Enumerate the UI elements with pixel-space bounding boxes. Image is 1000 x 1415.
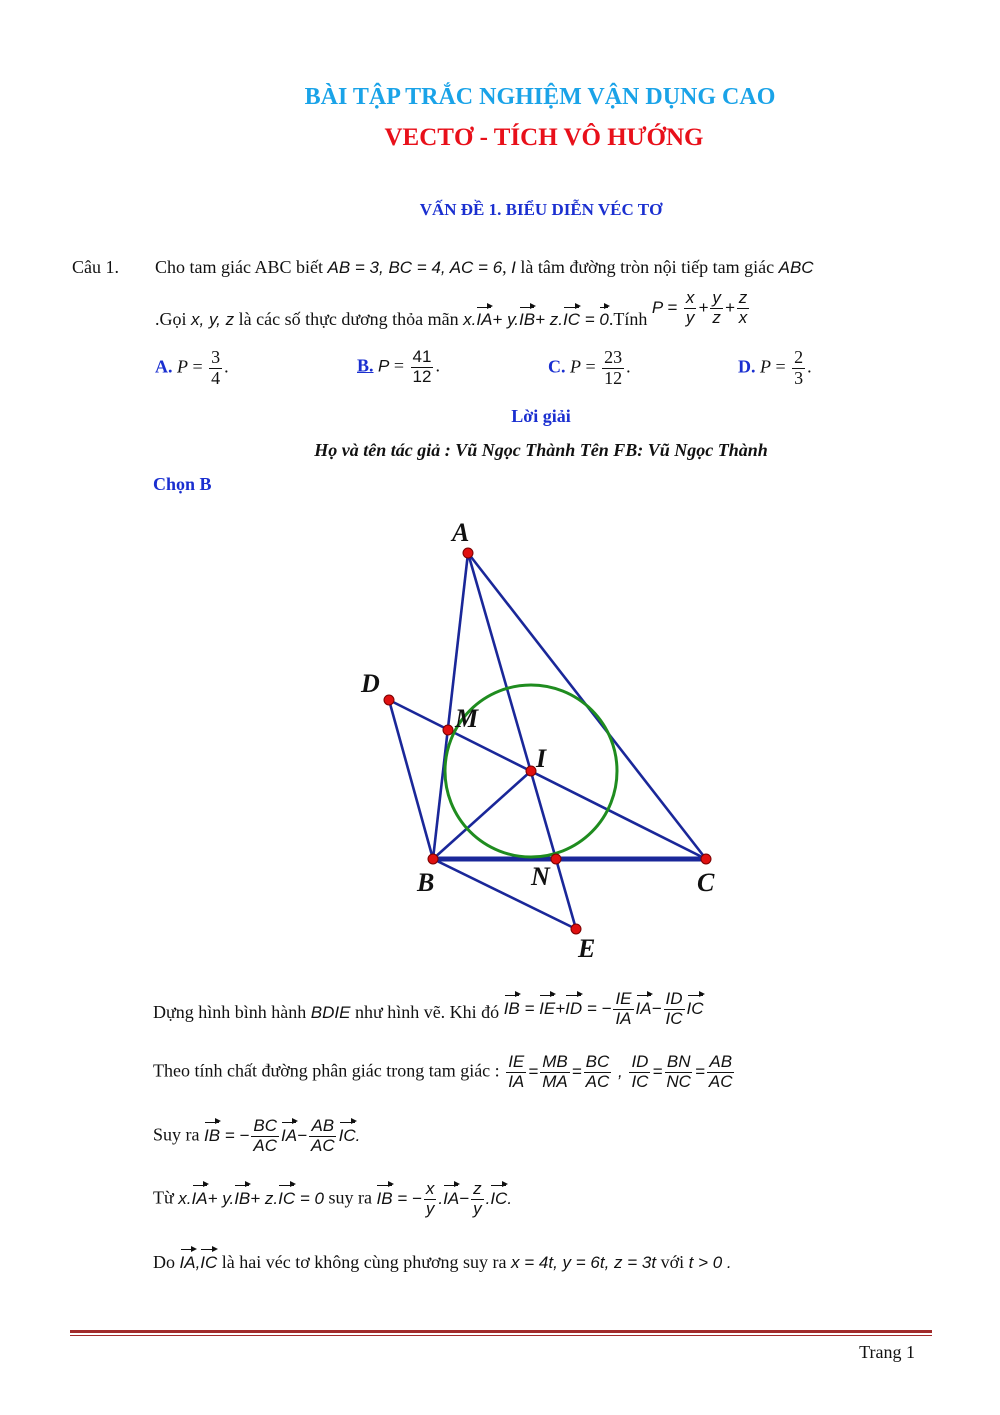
segment-be — [433, 859, 576, 929]
question-vector-equation: x.IA+ y.IB+ z.IC = 0 — [463, 309, 609, 329]
chosen-answer: Chọn B — [153, 474, 212, 494]
line3-formula: IB = − $\frac{BC}{AC}$ IA− $\frac{AB}{AC}$ IC. — [204, 1116, 361, 1155]
line1-mid: như hình vẽ. Khi đó — [354, 1001, 500, 1022]
line5-values: x = 4t, y = 6t, z = 3t — [511, 1253, 657, 1272]
option-a-num: 3 — [211, 347, 221, 367]
solution-line-3 — [153, 1117, 360, 1155]
author-line: Họ và tên tác giả : Vũ Ngọc Thành Tên FB: Vũ Ngọc Thành — [314, 440, 768, 460]
option-b[interactable]: B. P = $\frac{41}{12}$ . — [357, 347, 440, 386]
document-subtitle: VECTƠ - TÍCH VÔ HƯỚNG — [384, 124, 704, 151]
geometry-figure — [340, 510, 760, 970]
line5-mid: là hai véc tơ không cùng phương suy ra — [221, 1252, 507, 1272]
point-b — [428, 854, 438, 864]
document-title: BÀI TẬP TRẮC NGHIỆM VẬN DỤNG CAO — [304, 84, 776, 110]
line4-mid: suy ra — [328, 1187, 372, 1208]
question-line-2 — [155, 289, 751, 327]
option-c-num: 23 — [604, 347, 623, 367]
question-line-1 — [155, 257, 814, 278]
line4-equation: x.IA+ y.IB+ z.IC = 0 — [178, 1188, 324, 1208]
question-p-formula: P = $\frac{x}{y}$ + $\frac{y}{z}$ + $\frac{z}{x}$ — [651, 288, 748, 327]
solution-line-1 — [153, 990, 704, 1028]
label-b: B — [417, 868, 435, 897]
question-xyz: x, y, z — [191, 309, 235, 329]
option-c[interactable]: C. P = $\frac{23}{12}$ . — [548, 347, 631, 388]
line3-prefix: Suy ra — [153, 1124, 200, 1145]
label-c: C — [697, 868, 715, 897]
point-m — [443, 725, 453, 735]
point-c — [701, 854, 711, 864]
point-i — [526, 766, 536, 776]
question-comma: , — [502, 257, 507, 277]
point-n — [551, 854, 561, 864]
question-text-3: .Gọi — [155, 308, 187, 329]
question-text-1: Cho tam giác ABC biết — [155, 257, 323, 277]
option-c-den: 12 — [604, 367, 623, 388]
line1-shape: BDIE — [310, 1002, 351, 1022]
option-d-num: 2 — [794, 347, 804, 367]
segment-db — [389, 700, 433, 859]
question-given: AB = 3, BC = 4, AC = 6 — [327, 258, 503, 277]
question-abc: ABC — [778, 258, 814, 277]
label-i: I — [536, 744, 547, 773]
page-number: Trang 1 — [859, 1342, 915, 1362]
line1-prefix: Dựng hình bình hành — [153, 1001, 307, 1022]
solution-heading: Lời giải — [511, 406, 571, 426]
option-b-num: 41 — [412, 347, 432, 366]
point-a — [463, 548, 473, 558]
line2-formula: $\frac{IE}{IA}$ = $\frac{MB}{MA}$ = $\frac{BC}{AC}$ , $\frac{ID}{IC}$ = $\frac{BN}{NC}$ = $\frac{AB}{AC}$ — [508, 1052, 733, 1091]
option-d[interactable]: D. P = $\frac{2}{3}$ . — [738, 347, 812, 388]
option-d-den: 3 — [794, 367, 804, 388]
point-d — [384, 695, 394, 705]
line5-with: với — [660, 1252, 685, 1272]
footer-divider — [70, 1330, 932, 1333]
option-d-label: D. — [738, 356, 756, 377]
question-text-2: là tâm đường tròn nội tiếp tam giác — [520, 257, 775, 277]
point-e — [571, 924, 581, 934]
line1-formula: IB = IE+ID = − $\frac{IE}{IA}$ IA− $\frac{ID}{IC}$ IC — [503, 989, 704, 1028]
solution-line-4 — [153, 1180, 512, 1218]
question-text-4: là các số thực dương thỏa mãn — [238, 308, 459, 329]
question-i: I — [511, 258, 516, 277]
footer-divider-thin — [70, 1335, 932, 1336]
label-m: M — [455, 704, 479, 733]
line5-vectors: IA,IC — [179, 1253, 218, 1272]
segment-an — [468, 553, 556, 859]
line4-formula: IB = − $\frac{x}{y}$ .IA− $\frac{z}{y}$ .IC. — [376, 1179, 513, 1218]
question-text-5: .Tính — [608, 308, 648, 329]
line5-prefix: Do — [153, 1252, 175, 1272]
label-a: A — [452, 518, 470, 547]
option-c-label: C. — [548, 356, 566, 377]
label-e: E — [578, 934, 596, 963]
label-n: N — [531, 862, 550, 891]
section-heading: VẤN ĐỀ 1. BIỂU DIỄN VÉC TƠ — [419, 200, 663, 219]
label-d: D — [361, 669, 380, 698]
option-b-label: B. — [357, 355, 374, 376]
solution-line-5 — [153, 1252, 732, 1273]
option-b-den: 12 — [412, 366, 432, 386]
option-a-label: A. — [155, 356, 173, 377]
solution-line-2 — [153, 1053, 737, 1091]
option-a[interactable]: A. P = $\frac{3}{4}$ . — [155, 347, 229, 388]
option-a-den: 4 — [211, 367, 221, 388]
segment-bi — [433, 771, 531, 859]
line5-cond: t > 0 . — [688, 1253, 732, 1272]
line2-prefix: Theo tính chất đường phân giác trong tam giác : — [153, 1060, 500, 1081]
question-label: Câu 1. — [72, 257, 119, 277]
segment-ne — [556, 859, 576, 929]
line4-prefix: Từ — [153, 1187, 174, 1208]
